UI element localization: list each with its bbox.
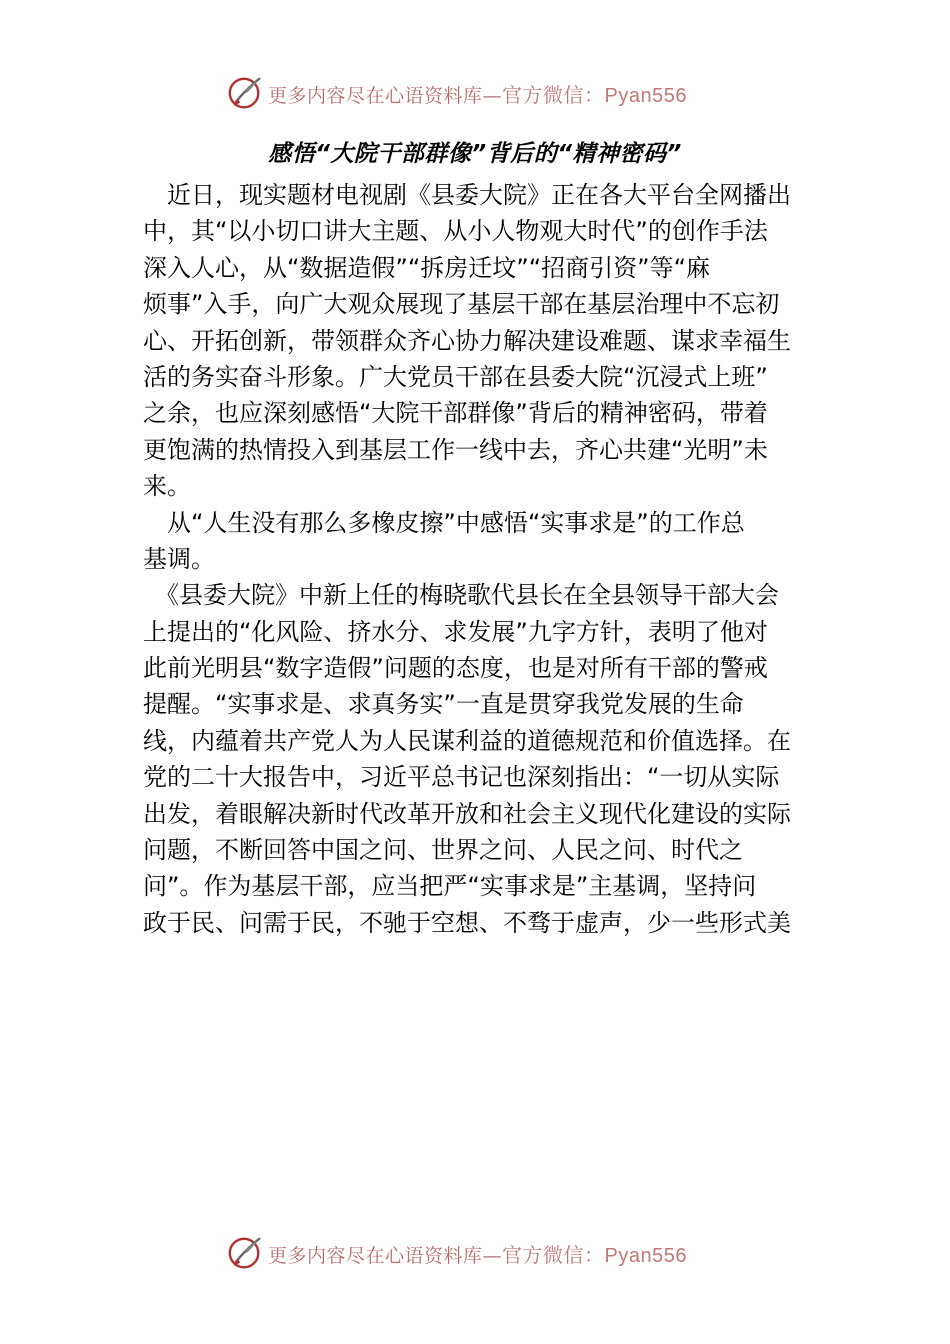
article-line: 政于民、问需于民，不驰于空想、不骛于虚声，少一些形式美 bbox=[143, 908, 791, 937]
article-line: 问”。作为基层干部，应当把严“实事求是”主基调，坚持问 bbox=[143, 872, 757, 901]
footer-watermark-banner bbox=[226, 1233, 746, 1273]
article-line: 上提出的“化风险、挤水分、求发展”九字方针，表明了他对 bbox=[143, 617, 768, 646]
article-line: 《县委大院》中新上任的梅晓歌代县长在全县领导干部大会 bbox=[143, 581, 779, 610]
article-line: 烦事”入手，向广大观众展现了基层干部在基层治理中不忘初 bbox=[143, 290, 780, 319]
article-line: 问题，不断回答中国之问、世界之问、人民之问、时代之 bbox=[143, 836, 743, 865]
article-line: 从“人生没有那么多橡皮擦”中感悟“实事求是”的工作总 bbox=[143, 508, 745, 537]
article-line: 深入人心，从“数据造假”“拆房迁坟”“招商引资”等“麻 bbox=[143, 253, 711, 282]
article-line: 心、开拓创新，带领群众齐心协力解决建设难题、谋求幸福生 bbox=[143, 326, 791, 355]
quill-logo-icon bbox=[226, 74, 264, 112]
header-watermark-banner bbox=[226, 73, 746, 113]
article-line: 线，内蕴着共产党人为人民谋利益的道德规范和价值选择。在 bbox=[143, 726, 791, 755]
article-title: 感悟“大院干部群像”背后的“精神密码” bbox=[268, 141, 682, 167]
article-line: 出发，着眼解决新时代改革开放和社会主义现代化建设的实际 bbox=[143, 799, 791, 828]
footer-watermark-text: 更多内容尽在心语资料库—官方微信：Pyan556 bbox=[268, 1244, 687, 1267]
article-line: 此前光明县“数字造假”问题的态度，也是对所有干部的警戒 bbox=[143, 654, 768, 683]
article-body bbox=[143, 177, 809, 941]
article-line: 之余，也应深刻感悟“大院干部群像”背后的精神密码，带着 bbox=[143, 399, 768, 428]
article-line: 中，其“以小切口讲大主题、从小人物观大时代”的创作手法 bbox=[143, 217, 768, 246]
article-line: 近日，现实题材电视剧《县委大院》正在各大平台全网播出 bbox=[143, 181, 791, 209]
article-line: 更饱满的热情投入到基层工作一线中去，齐心共建“光明”未 bbox=[143, 435, 768, 464]
article-line: 党的二十大报告中，习近平总书记也深刻指出：“一切从实际 bbox=[143, 763, 780, 792]
article-line: 基调。 bbox=[143, 544, 215, 573]
quill-logo-icon bbox=[226, 1234, 264, 1272]
article-line: 活的务实奋斗形象。广大党员干部在县委大院“沉浸式上班” bbox=[143, 362, 768, 391]
article-line: 来。 bbox=[143, 472, 191, 501]
header-watermark-text: 更多内容尽在心语资料库—官方微信：Pyan556 bbox=[268, 84, 687, 107]
article-line: 提醒。“实事求是、求真务实”一直是贯穿我党发展的生命 bbox=[143, 690, 744, 719]
